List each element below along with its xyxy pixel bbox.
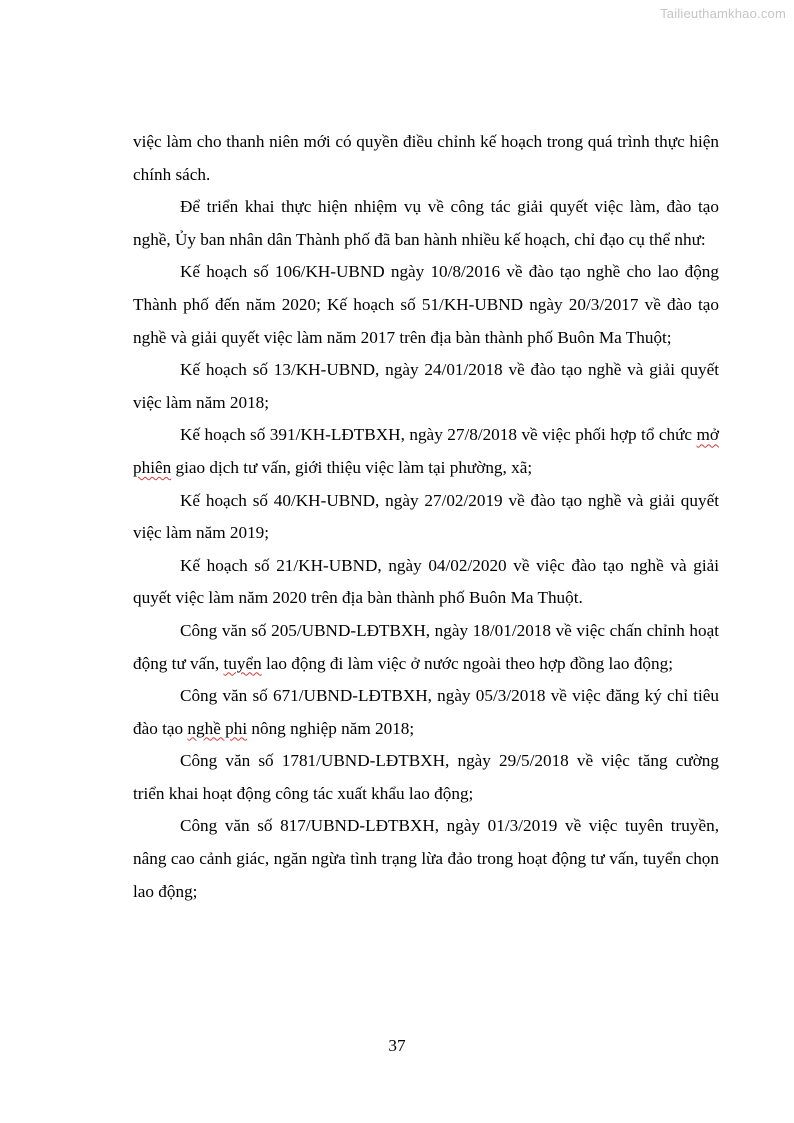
paragraph-6: Kế hoạch số 40/KH-UBND, ngày 27/02/2019 về đào tạo nghề và giải quyết việc làm năm 2019;: [133, 490, 719, 543]
paragraph-9: [133, 680, 719, 745]
paragraph-8-text-a: Công văn số 205/UBND-LĐTBXH, ngày 18/01/2018 về việc chấn chỉnh hoạt động tư vấn,: [133, 620, 719, 673]
paragraph-11: Công văn số 817/UBND-LĐTBXH, ngày 01/3/2019 về việc tuyên truyền, nâng cao cảnh giác, ngăn ngừa tình trạng lừa đảo trong hoạt động tư vấn, tuyển chọn lao động;: [133, 816, 719, 901]
paragraph-7: Kế hoạch số 21/KH-UBND, ngày 04/02/2020 về việc đào tạo nghề và giải quyết việc làm năm 2020 trên địa bàn thành phố Buôn Ma Thuột.: [133, 555, 719, 608]
paragraph-9-text-a: Công văn số 671/UBND-LĐTBXH, ngày 05/3/2018 về việc đăng ký chỉ tiêu đào tạo: [133, 686, 719, 738]
paragraph-10: Công văn số 1781/UBND-LĐTBXH, ngày 29/5/2018 về việc tăng cường triển khai hoạt động công tác xuất khẩu lao động;: [133, 751, 719, 803]
paragraph-9-text-b: nông nghiệp năm 2018;: [247, 718, 415, 738]
page-number: 37: [388, 1036, 406, 1055]
paragraph-8: [133, 615, 719, 680]
document-body: [133, 126, 719, 908]
paragraph-5-text-b: giao dịch tư vấn, giới thiệu việc làm tại phường, xã;: [171, 457, 533, 477]
spellcheck-marked-text: mở phiên: [133, 425, 719, 477]
paragraph-1: việc làm cho thanh niên mới có quyền điều chỉnh kế hoạch trong quá trình thực hiện chính sách.: [133, 132, 719, 184]
watermark: Tailieuthamkhao.com: [660, 6, 786, 21]
spellcheck-marked-text: nghề phi: [187, 718, 248, 738]
paragraph-3: Kế hoạch số 106/KH-UBND ngày 10/8/2016 về đào tạo nghề cho lao động Thành phố đến năm 2020; Kế hoạch số 51/KH-UBND ngày 20/3/2017 về đào tạo nghề và giải quyết việc làm năm 2017 trên địa bàn thành phố Buôn Ma Thuột;: [133, 262, 719, 347]
paragraph-5: [133, 419, 719, 484]
paragraph-8-text-b: lao động đi làm việc ở nước ngoài theo hợp đồng lao động;: [261, 653, 673, 673]
paragraph-4: Kế hoạch số 13/KH-UBND, ngày 24/01/2018 về đào tạo nghề và giải quyết việc làm năm 2018;: [133, 360, 719, 412]
paragraph-2: Để triển khai thực hiện nhiệm vụ về công tác giải quyết việc làm, đào tạo nghề, Ủy ban nhân dân Thành phố đã ban hành nhiều kế hoạch, chỉ đạo cụ thể như:: [133, 197, 719, 249]
spellcheck-marked-text: tuyển: [223, 653, 262, 673]
paragraph-5-text-a: Kế hoạch số 391/KH-LĐTBXH, ngày 27/8/2018 về việc phối hợp tổ chức: [180, 425, 697, 445]
